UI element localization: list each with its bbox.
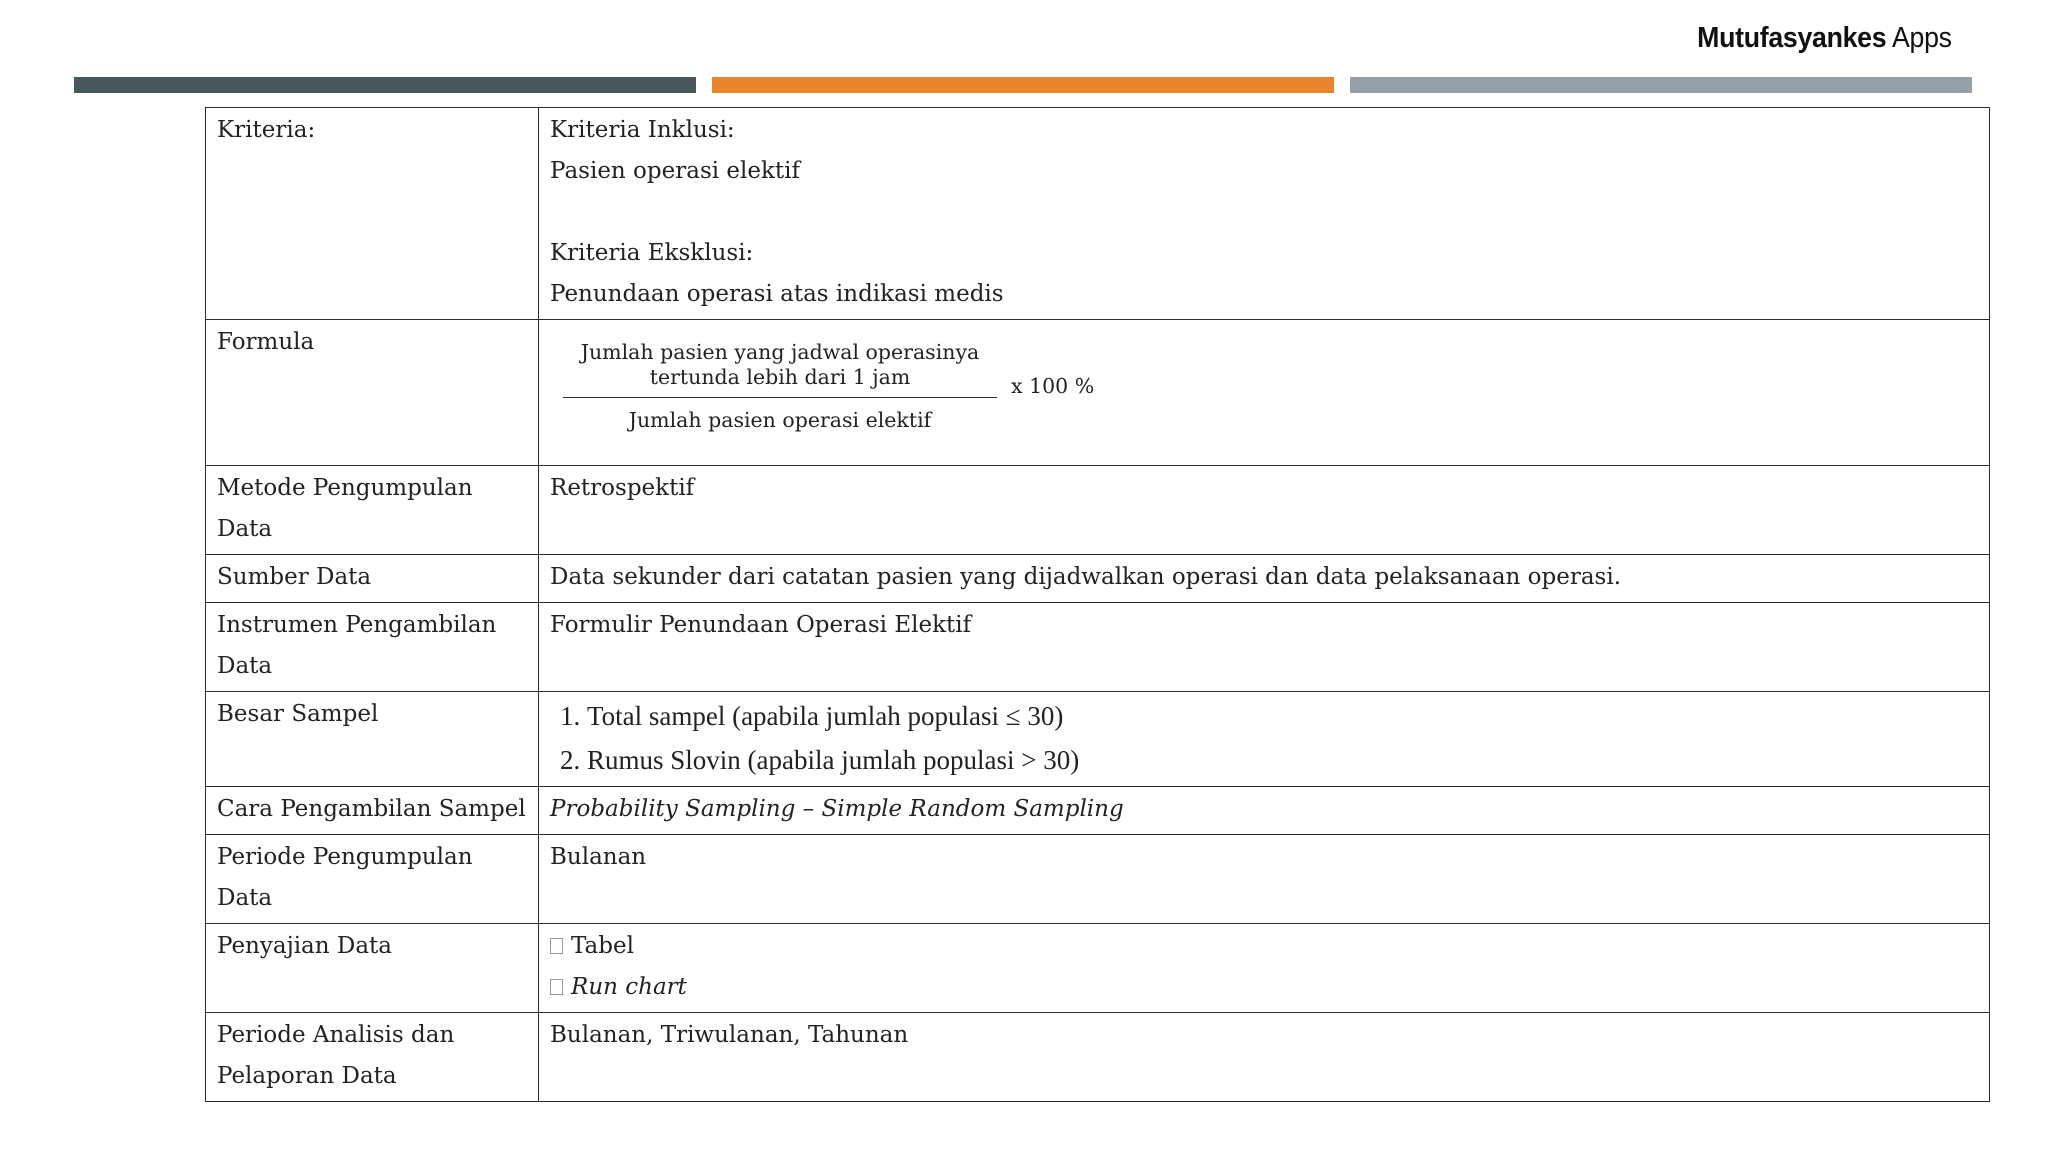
row-periode <box>206 835 1990 924</box>
formula-multiplier: x 100 % <box>1011 374 1095 398</box>
label-formula: Formula <box>206 320 539 466</box>
value-penyajian <box>539 924 1990 1013</box>
option-label: Tabel <box>571 933 634 959</box>
row-analisis <box>206 1013 1990 1102</box>
indicator-profile-table <box>205 107 1990 1102</box>
header-bar-orange <box>712 77 1334 93</box>
numerator-line-2: tertunda lebih dari 1 jam <box>649 365 911 389</box>
option-label: Run chart <box>571 974 687 1000</box>
header-bar-dark <box>74 77 696 93</box>
option-tabel <box>550 926 1978 967</box>
formula-fraction <box>563 340 997 433</box>
option-run-chart <box>550 967 1978 1008</box>
label-sumber: Sumber Data <box>206 555 539 603</box>
spacer <box>550 192 1978 233</box>
row-penyajian <box>206 924 1990 1013</box>
label-besar-sampel: Besar Sampel <box>206 692 539 787</box>
value-analisis: Bulanan, Triwulanan, Tahunan <box>539 1013 1990 1102</box>
row-metode <box>206 466 1990 555</box>
header-bar-gray <box>1350 77 1972 93</box>
value-sumber: Data sekunder dari catatan pasien yang dijadwalkan operasi dan data pelaksanaan operasi. <box>539 555 1990 603</box>
label-cara: Cara Pengambilan Sampel <box>206 787 539 835</box>
value-metode: Retrospektif <box>539 466 1990 555</box>
list-item: 2. Rumus Slovin (apabila jumlah populasi > 30) <box>587 738 1978 782</box>
kriteria-eksklusi-title: Kriteria Eksklusi: <box>550 240 754 266</box>
brand-name: Mutufasyankes <box>1697 22 1887 54</box>
label-penyajian: Penyajian Data <box>206 924 539 1013</box>
value-instrumen: Formulir Penundaan Operasi Elektif <box>539 603 1990 692</box>
formula-numerator <box>563 340 997 397</box>
formula-denominator: Jumlah pasien operasi elektif <box>628 408 932 432</box>
label-kriteria: Kriteria: <box>206 108 539 320</box>
label-instrumen: Instrumen Pengambilan Data <box>206 603 539 692</box>
row-cara <box>206 787 1990 835</box>
checkbox-icon <box>550 938 563 954</box>
row-formula <box>206 320 1990 466</box>
numerator-line-1: Jumlah pasien yang jadwal operasinya <box>580 340 980 364</box>
value-cara: Probability Sampling – Simple Random Sampling <box>539 787 1990 835</box>
label-analisis: Periode Analisis dan Pelaporan Data <box>206 1013 539 1102</box>
value-formula <box>539 320 1990 466</box>
list-item: 1. Total sampel (apabila jumlah populasi ≤ 30) <box>587 694 1978 738</box>
sample-list <box>550 694 1978 782</box>
kriteria-eksklusi-value: Penundaan operasi atas indikasi medis <box>550 281 1004 307</box>
formula-expression <box>550 322 1978 461</box>
brand-suffix: Apps <box>1892 22 1952 54</box>
value-kriteria <box>539 108 1990 320</box>
checkbox-icon <box>550 979 563 995</box>
value-periode: Bulanan <box>539 835 1990 924</box>
app-brand <box>1697 22 1952 55</box>
row-sumber <box>206 555 1990 603</box>
kriteria-inklusi-title: Kriteria Inklusi: <box>550 117 735 143</box>
label-periode: Periode Pengumpulan Data <box>206 835 539 924</box>
row-instrumen <box>206 603 1990 692</box>
kriteria-inklusi-value: Pasien operasi elektif <box>550 158 801 184</box>
row-besar-sampel <box>206 692 1990 787</box>
value-besar-sampel <box>539 692 1990 787</box>
row-kriteria <box>206 108 1990 320</box>
label-metode: Metode Pengumpulan Data <box>206 466 539 555</box>
